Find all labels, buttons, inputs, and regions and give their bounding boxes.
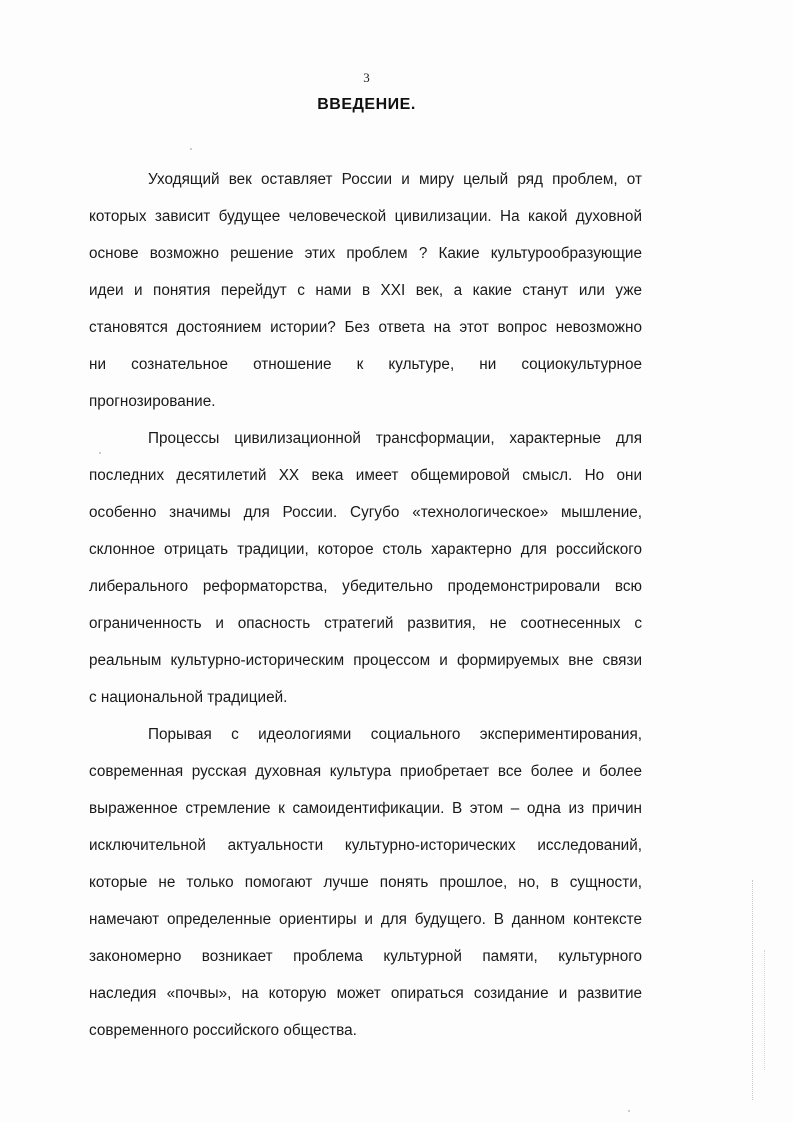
text-line: реальным культурно-историческим процессом и формируемых вне связи [89, 652, 642, 669]
text-line: Процессы цивилизационной трансформации, характерные для [148, 430, 642, 447]
text-line: исключительной актуальности культурно-исторических исследований, [89, 837, 642, 854]
text-line: склонное отрицать традиции, которое столь характерно для российского [89, 541, 642, 558]
text-line: выраженное стремление к самоидентификации. В этом – одна из причин [89, 800, 642, 817]
text-line: основе возможно решение этих проблем ? Какие культурообразующие [89, 245, 642, 262]
scan-speck [628, 1110, 630, 1112]
scan-speck [190, 148, 192, 150]
paragraph-1 [89, 161, 642, 420]
paragraph-2 [89, 420, 642, 716]
text-line: становятся достоянием истории? Без ответа на этот вопрос невозможно [89, 319, 642, 336]
text-line: закономерно возникает проблема культурной памяти, культурного [89, 948, 642, 965]
text-line: Порывая с идеологиями социального экспериментирования, [148, 726, 642, 743]
page-number: 3 [363, 70, 370, 85]
text-line: современного российского общества. [89, 1022, 357, 1039]
text-line: либерального реформаторства, убедительно продемонстрировали всю [89, 578, 642, 595]
scan-artifact [764, 950, 766, 1070]
text-line: ни сознательное отношение к культуре, ни социокультурное [89, 356, 642, 373]
text-line: с национальной традицией. [89, 689, 288, 706]
text-line: которых зависит будущее человеческой цивилизации. На какой духовной [89, 208, 642, 225]
text-line: особенно значимы для России. Сугубо «технологическое» мышление, [89, 504, 642, 521]
scan-speck [99, 452, 101, 454]
page-title: ВВЕДЕНИЕ. [317, 96, 416, 113]
text-line: ограниченность и опасность стратегий развития, не соотнесенных с [89, 615, 642, 632]
text-line: намечают определенные ориентиры и для будущего. В данном контексте [89, 911, 642, 928]
text-line: последних десятилетий XX века имеет общемировой смысл. Но они [89, 467, 642, 484]
scan-artifact [752, 880, 754, 1100]
text-line: прогнозирование. [89, 393, 216, 410]
text-line: Уходящий век оставляет России и миру целый ряд проблем, от [148, 171, 642, 188]
text-line: идеи и понятия перейдут с нами в XXI век, а какие станут или уже [89, 282, 642, 299]
body-text [89, 161, 642, 1049]
text-line: которые не только помогают лучше понять прошлое, но, в сущности, [89, 874, 642, 891]
text-line: современная русская духовная культура приобретает все более и более [89, 763, 642, 780]
paragraph-3 [89, 716, 642, 1049]
text-line: наследия «почвы», на которую может опираться созидание и развитие [89, 985, 642, 1002]
